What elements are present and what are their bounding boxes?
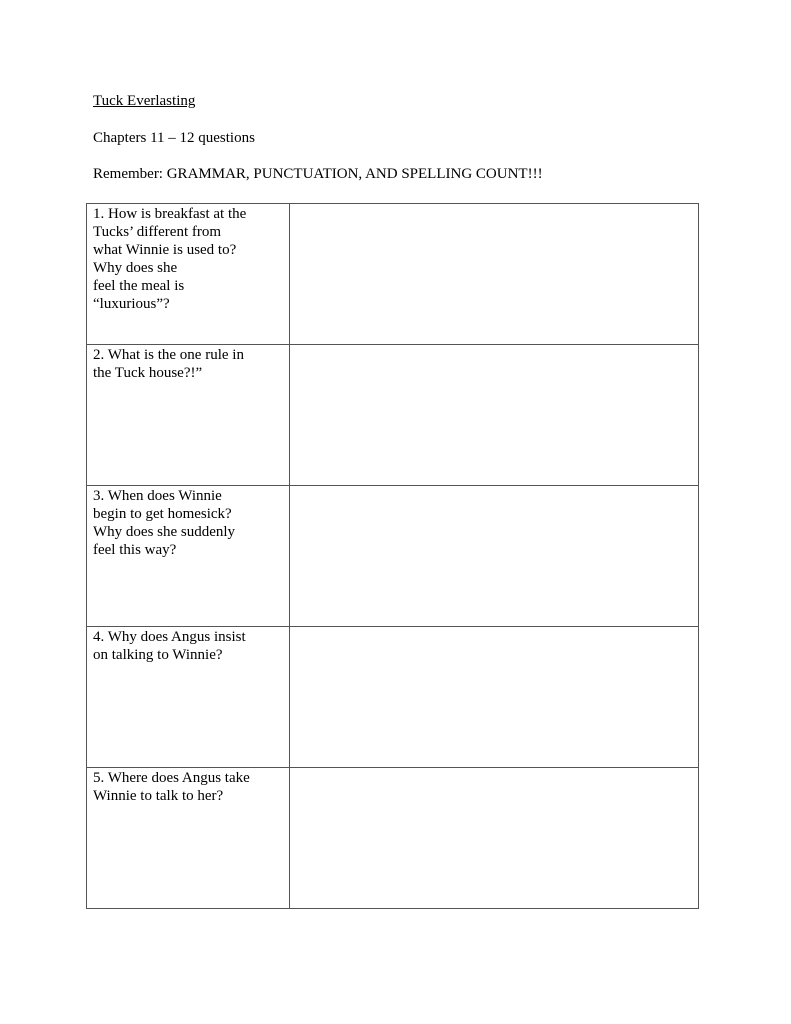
table-row (87, 627, 699, 768)
table-row (87, 204, 699, 345)
question-cell-4: 4. Why does Angus insist on talking to Winnie? (87, 627, 290, 768)
question-cell-5: 5. Where does Angus take Winnie to talk to her? (87, 768, 290, 909)
answer-cell-4[interactable] (290, 627, 699, 768)
answer-cell-5[interactable] (290, 768, 699, 909)
answer-cell-3[interactable] (290, 486, 699, 627)
table-row (87, 345, 699, 486)
document-subtitle: Chapters 11 – 12 questions (93, 130, 255, 146)
answer-cell-1[interactable] (290, 204, 699, 345)
question-cell-3: 3. When does Winnie begin to get homesick? Why does she suddenly feel this way? (87, 486, 290, 627)
question-cell-1: 1. How is breakfast at the Tucks’ different from what Winnie is used to? Why does she feel the meal is “luxurious”? (87, 204, 290, 345)
answer-cell-2[interactable] (290, 345, 699, 486)
reminder-text: Remember: GRAMMAR, PUNCTUATION, AND SPELLING COUNT!!! (93, 166, 543, 182)
table-row (87, 768, 699, 909)
question-table (86, 203, 699, 909)
table-row (87, 486, 699, 627)
document-title: Tuck Everlasting (93, 93, 196, 109)
question-cell-2: 2. What is the one rule in the Tuck house?!” (87, 345, 290, 486)
